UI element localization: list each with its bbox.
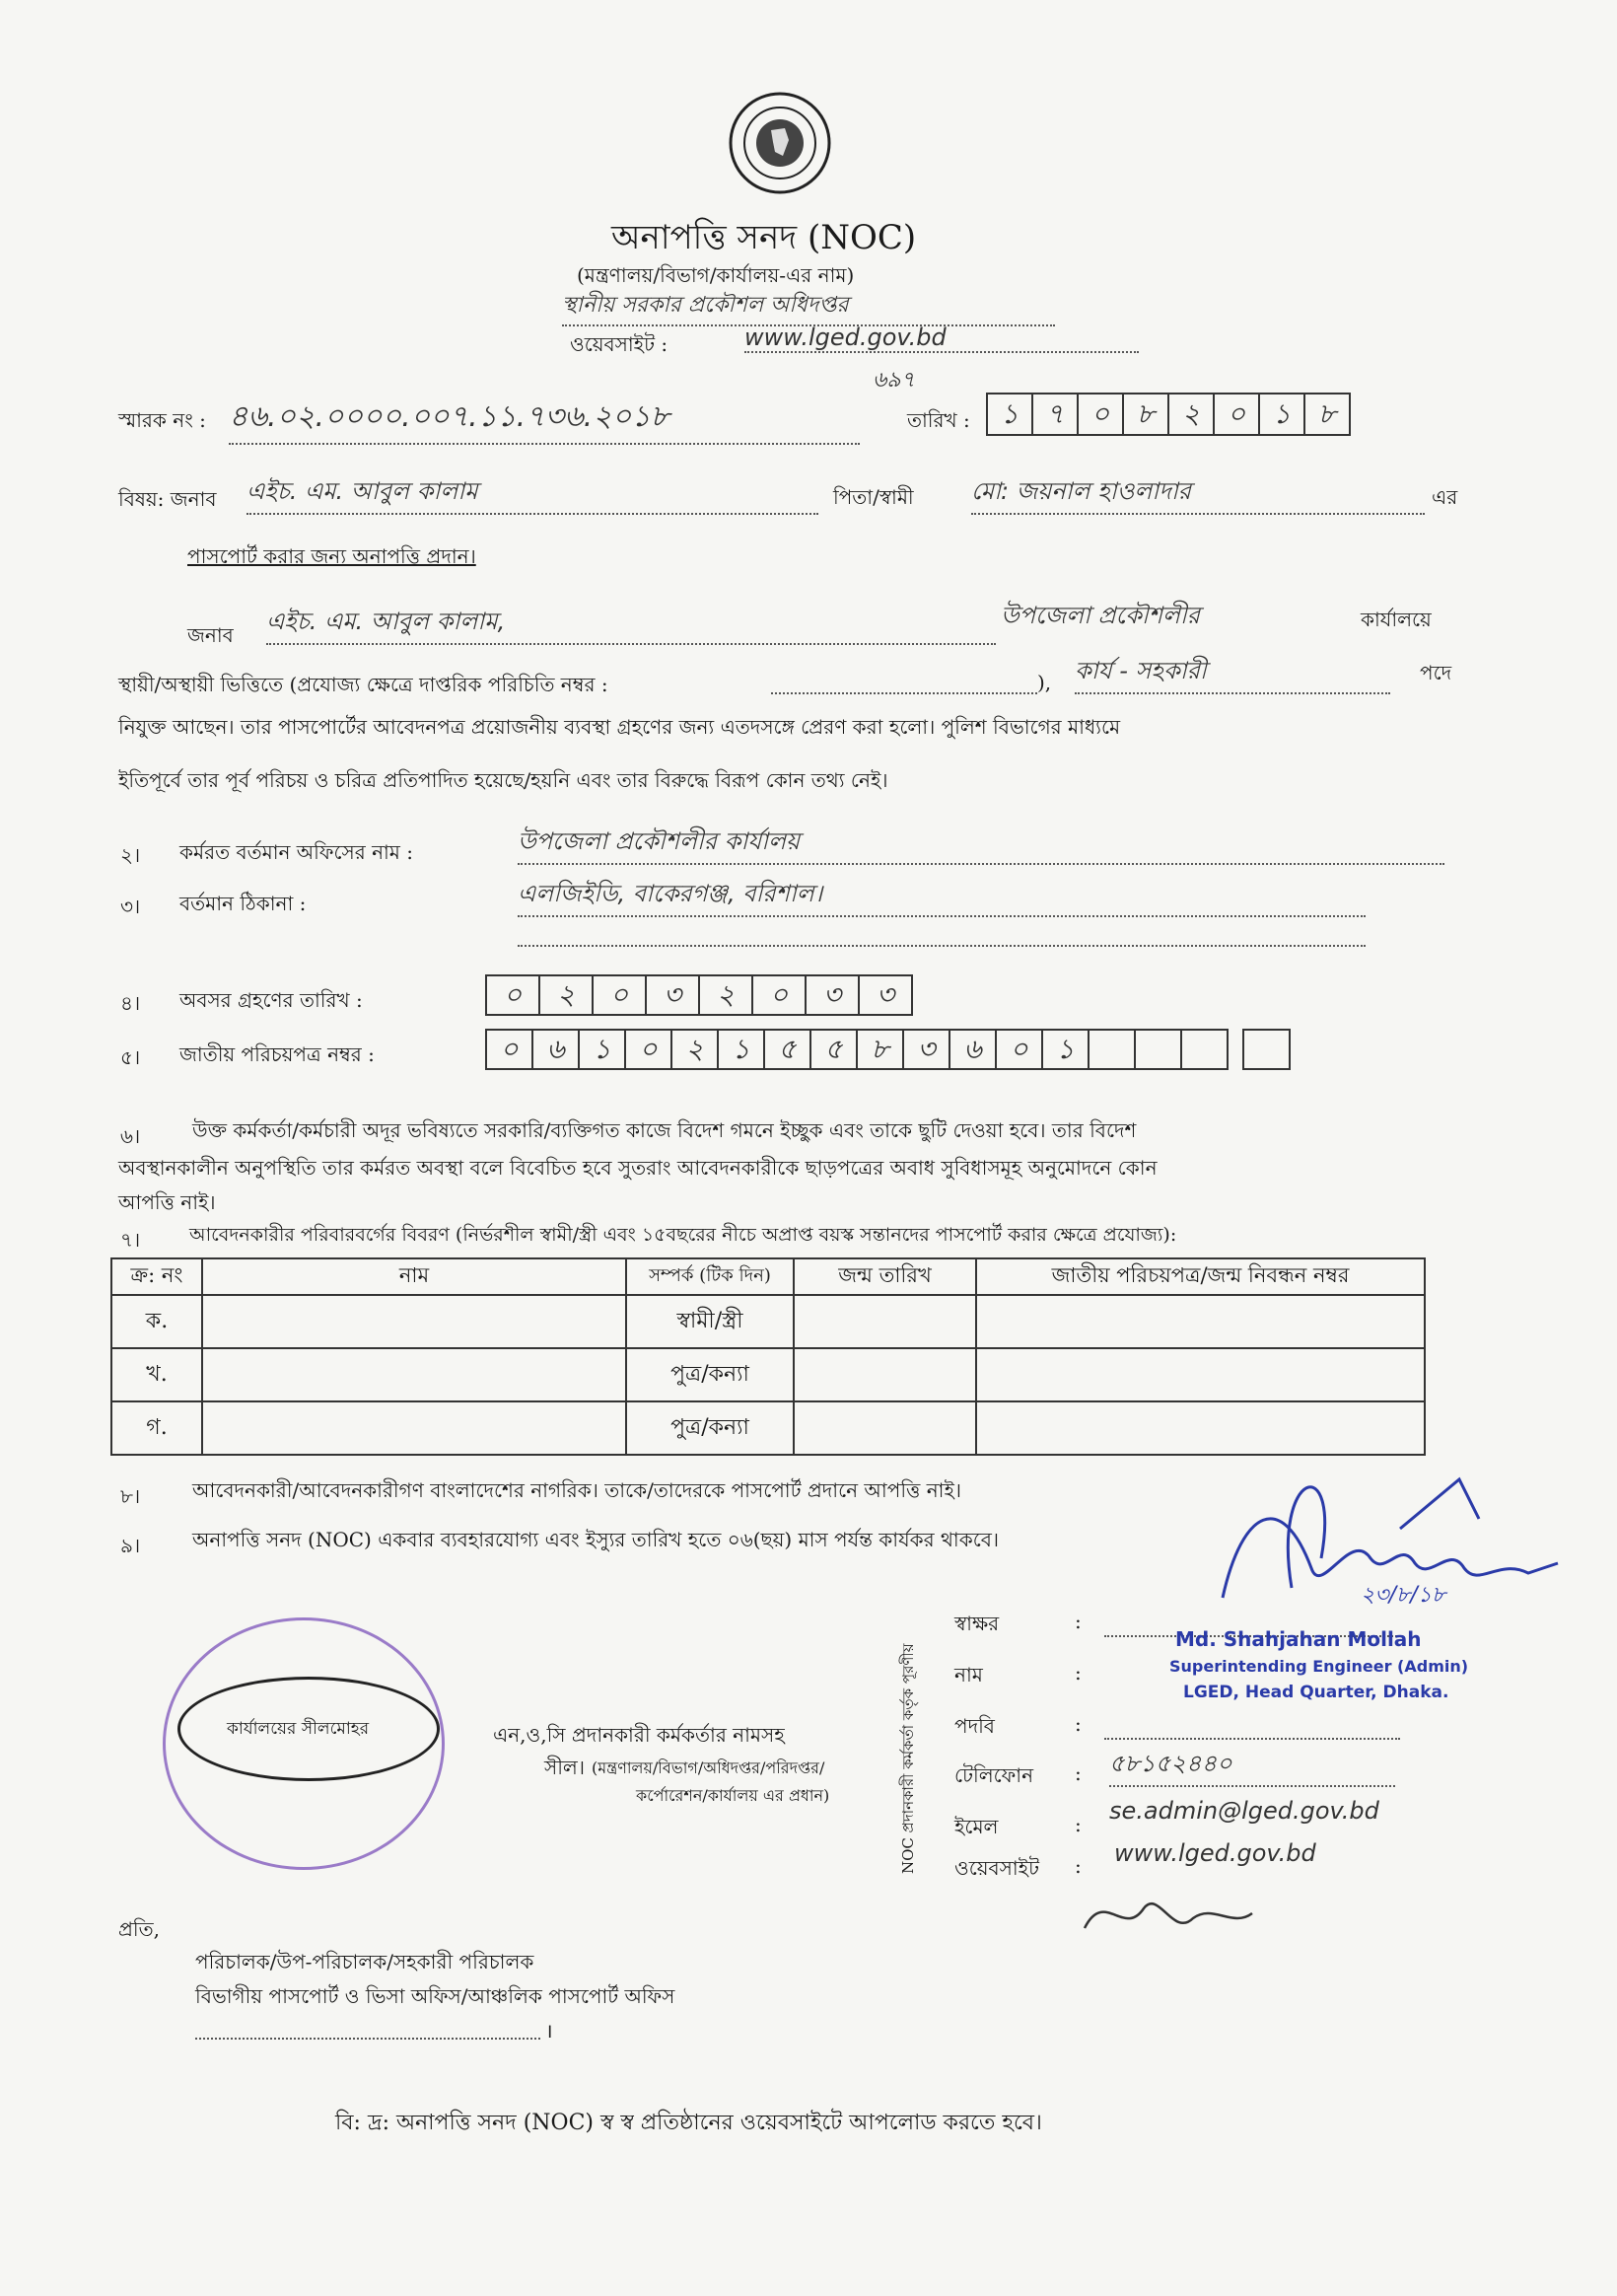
footer-note: বি: দ্র: অনাপত্তি সনদ (NOC) স্ব স্ব প্রতিষ্ঠানের ওয়েবসাইটে আপলোড করতে হবে।: [335, 2111, 1042, 2135]
row-dob: [794, 1401, 976, 1455]
noc-seal-line2: সীল।: [544, 1756, 585, 1779]
web-colon: :: [1075, 1854, 1082, 1878]
post-label: পদবি: [954, 1714, 995, 1738]
row-serial: খ.: [111, 1348, 202, 1401]
table-row: [111, 1401, 1425, 1455]
row-dob: [794, 1348, 976, 1401]
ministry-value: স্থানীয় সরকার প্রকৌশল অধিদপ্তর: [562, 288, 1055, 326]
office-seal-label: কার্যালয়ের সীলমোহর: [227, 1719, 370, 1739]
row-nid: [976, 1348, 1425, 1401]
family-table: [110, 1257, 1426, 1456]
nid-digit-box: [1134, 1029, 1182, 1070]
body-para-2: ইতিপূর্বে তার পূর্ব পরিচয় ও চরিত্র প্রতিপাদিত হয়েছে/হয়নি এবং তার বিরুদ্ধে বিরূপ কোন তথ্য নেই।: [118, 768, 888, 792]
item7-no: ৭।: [120, 1228, 141, 1252]
item4-no: ৪।: [120, 991, 141, 1015]
recipient-line3: ।: [545, 2019, 553, 2043]
row-nid: [976, 1295, 1425, 1348]
recipient-line1: পরিচালক/উপ-পরিচালক/সহকারী পরিচালক: [195, 1950, 534, 1973]
janab-label: জনাব: [187, 623, 234, 647]
subject-name: এইচ. এম. আবুল কালাম: [246, 473, 818, 515]
nid-digit-box: ০: [624, 1029, 672, 1070]
ministry-label: (মন্ত্রণালয়/বিভাগ/কার্যালয়-এর নাম): [577, 263, 855, 287]
item2-no: ২।: [120, 843, 141, 867]
noc-side-label: NOC প্রদানকারী কর্মকর্তা কর্তৃক পূরণীয়: [899, 1643, 917, 1874]
table-row: [111, 1295, 1425, 1348]
office-name: উপজেলা প্রকৌশলীর: [1001, 602, 1200, 629]
phone-value: ৫৮১৫২৪৪০: [1109, 1746, 1395, 1787]
stamp-office: LGED, Head Quarter, Dhaka.: [1183, 1683, 1449, 1702]
pode-label: পদে: [1420, 661, 1452, 684]
nid-digit-box: [1180, 1029, 1229, 1070]
row-nid: [976, 1401, 1425, 1455]
retire-digit-box: ৩: [805, 974, 860, 1016]
row-relation: পুত্র/কন্যা: [626, 1348, 794, 1401]
nid-digit-box: [1242, 1029, 1291, 1070]
col-relation: সম্পর্ক (টিক দিন): [626, 1258, 794, 1295]
document-title: অনাপত্তি সনদ (NOC): [611, 218, 917, 257]
item2-label: কর্মরত বর্তমান অফিসের নাম :: [179, 840, 414, 864]
body-para-1: নিযুক্ত আছেন। তার পাসপোর্টের আবেদনপত্র প্রয়োজনীয় ব্যবস্থা গ্রহণের জন্য এতদসঙ্গে প্রেরণ করা হলো। পুলিশ বিভাগের মাধ্যমে: [118, 715, 1121, 739]
perm-close: ),: [1037, 671, 1052, 694]
nid-digit-box: ১: [1041, 1029, 1090, 1070]
nid-digit-box: ৬: [949, 1029, 997, 1070]
ref-label: স্মারক নং :: [118, 408, 206, 432]
retire-digit-box: ০: [485, 974, 540, 1016]
col-serial: ক্র: নং: [111, 1258, 202, 1295]
web-label: ওয়েবসাইট: [954, 1856, 1039, 1880]
subject-line2: পাসপোর্ট করার জন্য অনাপত্তি প্রদান।: [187, 544, 476, 568]
item2-value: উপজেলা প্রকৌশলীর কার্যালয়: [518, 824, 1444, 865]
sign-label: স্বাক্ষর: [954, 1612, 1000, 1635]
date-label: তারিখ :: [907, 408, 970, 432]
nid-digit-box: ১: [578, 1029, 626, 1070]
recipient-blank: [195, 2020, 540, 2040]
father-label: পিতা/স্বামী: [833, 485, 914, 509]
nid-digit-box: ৬: [531, 1029, 580, 1070]
col-nid: জাতীয় পরিচয়পত্র/জন্ম নিবন্ধন নম্বর: [976, 1258, 1425, 1295]
item3-extra-line: [518, 927, 1366, 947]
item6-no: ৬।: [120, 1124, 141, 1148]
nid-digit-box: [1088, 1029, 1136, 1070]
post-colon: :: [1075, 1712, 1082, 1736]
ref-extra: ৬৯৭: [873, 368, 915, 393]
family-table-header: [111, 1258, 1425, 1295]
retire-digit-box: ০: [592, 974, 647, 1016]
office-suffix: কার্যালয়ে: [1361, 608, 1432, 631]
employee-name: এইচ. এম. আবুল কালাম,: [266, 604, 996, 645]
row-relation: পুত্র/কন্যা: [626, 1401, 794, 1455]
post-blank: [1104, 1720, 1400, 1740]
row-name: [202, 1401, 626, 1455]
nid-digit-box: ৫: [763, 1029, 811, 1070]
designation: কার্য - সহকারী: [1075, 653, 1390, 694]
retire-digit-box: ২: [698, 974, 753, 1016]
noc-seal-line4: কর্পোরেশন/কার্যালয় এর প্রধান): [636, 1786, 830, 1805]
nid-digit-box: ০: [485, 1029, 533, 1070]
phone-label: টেলিফোন: [954, 1763, 1034, 1787]
date-digit-box: ৭: [1031, 393, 1079, 436]
row-name: [202, 1295, 626, 1348]
row-serial: ক.: [111, 1295, 202, 1348]
row-dob: [794, 1295, 976, 1348]
email-value: se.admin@lged.gov.bd: [1109, 1797, 1379, 1825]
item8-no: ৮।: [120, 1484, 141, 1508]
website-value: www.lged.gov.bd: [744, 323, 1139, 353]
date-digit-box: ০: [1077, 393, 1124, 436]
item3-no: ৩।: [120, 895, 141, 918]
item3-label: বর্তমান ঠিকানা :: [179, 892, 307, 915]
email-colon: :: [1075, 1813, 1082, 1836]
item4-label: অবসর গ্রহণের তারিখ :: [179, 988, 363, 1012]
subject-suffix: এর: [1432, 485, 1458, 509]
ref-number: ৪৬.০২.০০০০.০০৭.১১.৭৩৬.২০১৮: [229, 393, 860, 445]
phone-colon: :: [1075, 1761, 1082, 1785]
item9-text: অনাপত্তি সনদ (NOC) একবার ব্যবহারযোগ্য এবং ইস্যুর তারিখ হতে ০৬(ছয়) মাস পর্যন্ত কার্যকর থাকবে।: [192, 1528, 1000, 1551]
item9-no: ৯।: [120, 1534, 141, 1557]
date-digit-box: ১: [1258, 393, 1305, 436]
date-digit-box: ১: [986, 393, 1033, 436]
official-id-blank: [771, 671, 1037, 694]
subject-label: বিষয়: জনাব: [118, 487, 217, 511]
stamp-name: Md. Shahjahan Mollah: [1175, 1627, 1422, 1651]
initial-signature-icon: [1065, 1879, 1262, 1958]
nid-digit-box: ৮: [856, 1029, 904, 1070]
retire-digit-box: ৩: [858, 974, 913, 1016]
stamp-post: Superintending Engineer (Admin): [1169, 1657, 1469, 1676]
date-digit-box: ৮: [1122, 393, 1169, 436]
item3-value: এলজিইডি, বাকেরগঞ্জ, বরিশাল।: [518, 876, 1366, 917]
col-name: নাম: [202, 1258, 626, 1295]
item6-line2: অবস্থানকালীন অনুপস্থিতি তার কর্মরত অবস্থা বলে বিবেচিত হবে সুতরাং আবেদনকারীকে ছাড়পত্রের অবাধ সুবিধাসমূহ অনুমোদনে কোন: [118, 1156, 1158, 1180]
government-logo-icon: [728, 91, 832, 195]
item6-line3: আপত্তি নাই।: [118, 1190, 216, 1214]
signature-date: ২৩/৮/১৮: [1361, 1583, 1446, 1608]
nid-digit-box: ৩: [902, 1029, 950, 1070]
row-relation: স্বামী/স্ত্রী: [626, 1295, 794, 1348]
table-row: [111, 1348, 1425, 1401]
date-digit-box: ২: [1167, 393, 1215, 436]
retire-digit-box: ০: [751, 974, 807, 1016]
name-colon: :: [1075, 1661, 1082, 1685]
row-serial: গ.: [111, 1401, 202, 1455]
recipient-to: প্রতি,: [118, 1917, 161, 1941]
nid-digit-box: ২: [670, 1029, 719, 1070]
retire-digit-box: ৩: [645, 974, 700, 1016]
name-label: নাম: [954, 1663, 983, 1686]
item5-no: ৫।: [120, 1045, 141, 1069]
website-label: ওয়েবসাইট :: [570, 332, 668, 356]
row-name: [202, 1348, 626, 1401]
sign-colon: :: [1075, 1610, 1082, 1633]
nid-digit-box: ৫: [809, 1029, 858, 1070]
date-digit-box: ০: [1213, 393, 1260, 436]
item7-text: আবেদনকারীর পরিবারবর্গের বিবরণ (নির্ভরশীল স্বামী/স্ত্রী এবং ১৫বছরের নীচে অপ্রাপ্ত বয়স্ক সন্তানদের পাসপোর্ট করার ক্ষেত্রে প্রযোজ্য):: [189, 1224, 1177, 1246]
nid-digit-box: ০: [995, 1029, 1043, 1070]
nid-digit-box: ১: [717, 1029, 765, 1070]
web-value: www.lged.gov.bd: [1114, 1839, 1316, 1867]
item8-text: আবেদনকারী/আবেদনকারীগণ বাংলাদেশের নাগরিক। তাকে/তাদেরকে পাসপোর্ট প্রদানে আপত্তি নাই।: [192, 1478, 962, 1502]
email-label: ইমেল: [954, 1815, 999, 1838]
item6-line1: উক্ত কর্মকর্তা/কর্মচারী অদূর ভবিষ্যতে সরকারি/ব্যক্তিগত কাজে বিদেশ গমনে ইচ্ছুক এবং তাকে ছুটি দেওয়া হবে। তার বিদেশ: [192, 1118, 1137, 1142]
noc-seal-line1: এন,ও,সি প্রদানকারী কর্মকর্তার নামসহ: [493, 1723, 785, 1747]
permanency-label: স্থায়ী/অস্থায়ী ভিত্তিতে (প্রযোজ্য ক্ষেত্রে দাপ্তরিক পরিচিতি নম্বর :: [118, 673, 608, 696]
noc-seal-line3: (মন্ত্রণালয়/বিভাগ/অধিদপ্তর/পরিদপ্তর/: [592, 1758, 825, 1777]
col-dob: জন্ম তারিখ: [794, 1258, 976, 1295]
recipient-line2: বিভাগীয় পাসপোর্ট ও ভিসা অফিস/আঞ্চলিক পাসপোর্ট অফিস: [195, 1984, 675, 2008]
item5-label: জাতীয় পরিচয়পত্র নম্বর :: [179, 1042, 375, 1066]
father-name: মো: জয়নাল হাওলাদার: [971, 473, 1425, 515]
retire-digit-box: ২: [538, 974, 594, 1016]
date-digit-box: ৮: [1303, 393, 1351, 436]
